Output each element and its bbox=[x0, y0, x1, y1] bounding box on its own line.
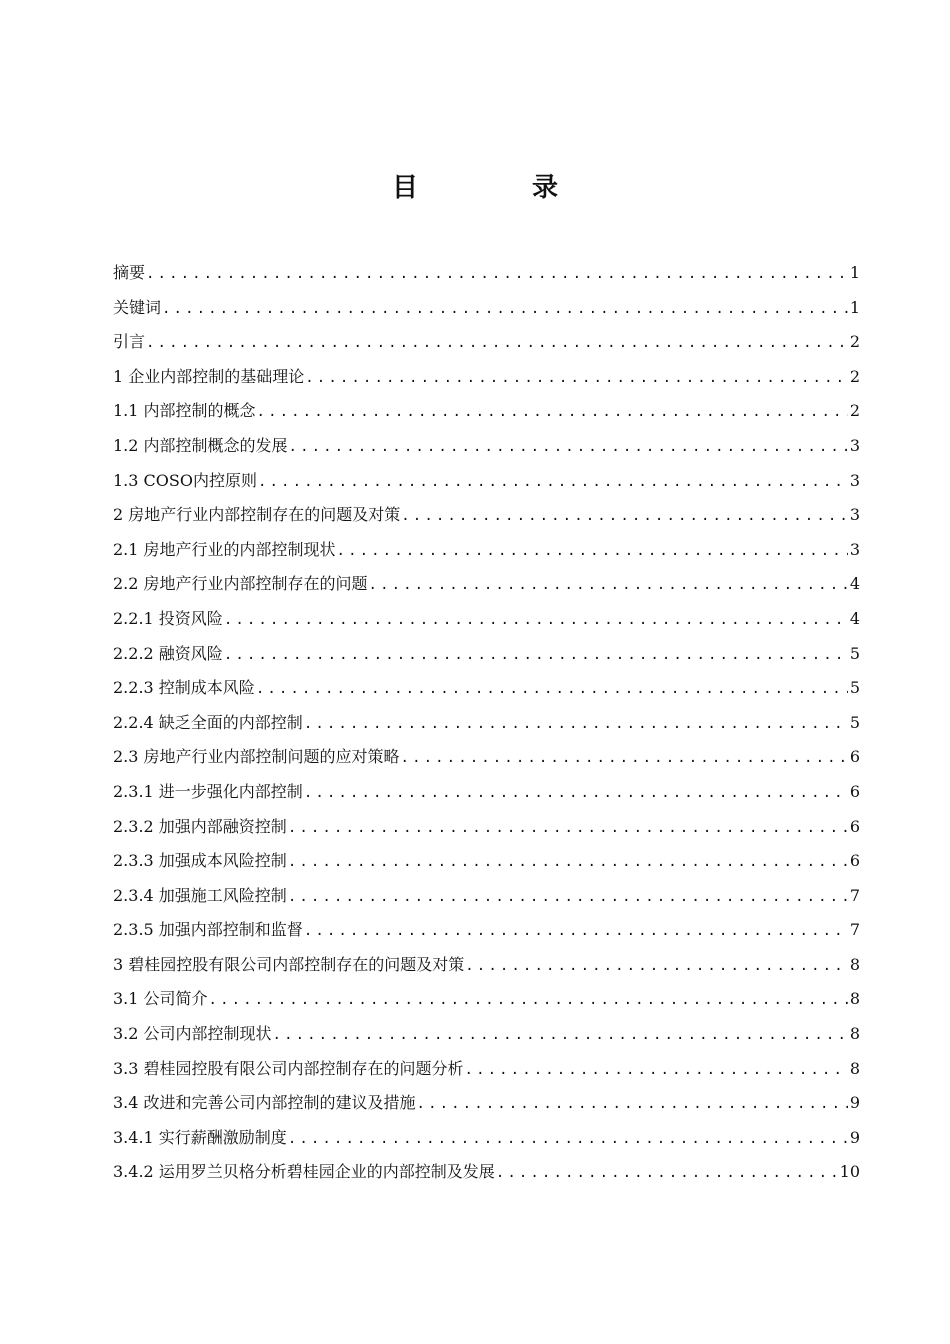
toc-entry-label: 2.1 房地产行业的内部控制现状 bbox=[113, 539, 336, 559]
toc-dot-leader bbox=[337, 534, 848, 568]
toc-entry[interactable] bbox=[113, 810, 860, 845]
toc-entry-page-number: 8 bbox=[849, 954, 860, 974]
toc-dot-leader bbox=[162, 292, 848, 326]
toc-entry-page-number: 7 bbox=[849, 885, 860, 905]
toc-dot-leader bbox=[465, 949, 848, 983]
toc-entry[interactable] bbox=[113, 982, 860, 1017]
toc-entry[interactable] bbox=[113, 498, 860, 533]
toc-entry-label: 2.2.3 控制成本风险 bbox=[113, 678, 255, 698]
toc-entry[interactable] bbox=[113, 1155, 860, 1190]
toc-entry-page-number: 6 bbox=[849, 851, 860, 871]
toc-entry-label: 2 房地产行业内部控制存在的问题及对策 bbox=[113, 505, 401, 525]
toc-entry[interactable] bbox=[113, 913, 860, 948]
toc-dot-leader bbox=[224, 638, 848, 672]
toc-entry-page-number: 2 bbox=[849, 401, 860, 421]
toc-entry-label: 3.3 碧桂园控股有限公司内部控制存在的问题分析 bbox=[113, 1058, 464, 1078]
toc-entry-label: 3 碧桂园控股有限公司内部控制存在的问题及对策 bbox=[113, 954, 465, 974]
toc-entry-page-number: 8 bbox=[849, 1024, 860, 1044]
toc-entry-label: 2.3.2 加强内部融资控制 bbox=[113, 816, 287, 836]
toc-entry-label: 1.3 COSO内控原则 bbox=[113, 470, 257, 490]
toc-dot-leader bbox=[258, 465, 848, 499]
toc-entry-label: 2.2.1 投资风险 bbox=[113, 608, 223, 628]
toc-entry-page-number: 5 bbox=[849, 643, 860, 663]
toc-entry-label: 引言 bbox=[113, 332, 146, 352]
toc-dot-leader bbox=[288, 1122, 848, 1156]
toc-entry-page-number: 4 bbox=[849, 574, 860, 594]
toc-entry-page-number: 9 bbox=[849, 1093, 860, 1113]
toc-entry-label: 2.3.5 加强内部控制和监督 bbox=[113, 920, 303, 940]
toc-entry-label: 2.3.1 进一步强化内部控制 bbox=[113, 781, 303, 801]
toc-entry-label: 1.1 内部控制的概念 bbox=[113, 401, 256, 421]
toc-entry-page-number: 3 bbox=[849, 505, 860, 525]
toc-dot-leader bbox=[304, 914, 848, 948]
toc-entry[interactable] bbox=[113, 533, 860, 568]
toc-entry[interactable] bbox=[113, 256, 860, 291]
toc-entry-page-number: 4 bbox=[849, 608, 860, 628]
toc-dot-leader bbox=[256, 672, 848, 706]
toc-entry[interactable] bbox=[113, 429, 860, 464]
toc-dot-leader bbox=[401, 499, 848, 533]
toc-entry[interactable] bbox=[113, 464, 860, 499]
toc-dot-leader bbox=[305, 361, 848, 395]
toc-entry[interactable] bbox=[113, 671, 860, 706]
toc-dot-leader bbox=[369, 568, 848, 602]
toc-entry[interactable] bbox=[113, 637, 860, 672]
toc-entry[interactable] bbox=[113, 1086, 860, 1121]
toc-entry-page-number: 7 bbox=[849, 920, 860, 940]
toc-entry[interactable] bbox=[113, 948, 860, 983]
toc-entry-label: 摘要 bbox=[113, 263, 146, 282]
toc-dot-leader bbox=[288, 880, 848, 914]
toc-entry[interactable] bbox=[113, 1121, 860, 1156]
toc-entry-label: 3.4.1 实行薪酬激励制度 bbox=[113, 1127, 287, 1147]
toc-entry[interactable] bbox=[113, 844, 860, 879]
toc-dot-leader bbox=[289, 430, 848, 464]
toc-entry[interactable] bbox=[113, 567, 860, 602]
toc-entry[interactable] bbox=[113, 740, 860, 775]
toc-dot-leader bbox=[224, 603, 848, 637]
toc-entry-page-number: 3 bbox=[849, 435, 860, 455]
toc-entry[interactable] bbox=[113, 706, 860, 741]
toc-dot-leader bbox=[257, 395, 848, 429]
toc-entry[interactable] bbox=[113, 1017, 860, 1052]
toc-entry-label: 2.3 房地产行业内部控制问题的应对策略 bbox=[113, 747, 400, 767]
toc-dot-leader bbox=[304, 776, 848, 810]
toc-entry-label: 关键词 bbox=[113, 297, 162, 317]
toc-entry-page-number: 5 bbox=[849, 712, 860, 732]
toc-entry-label: 1.2 内部控制概念的发展 bbox=[113, 435, 288, 455]
toc-dot-leader bbox=[496, 1156, 838, 1190]
toc-entry-label: 3.4 改进和完善公司内部控制的建议及措施 bbox=[113, 1093, 416, 1113]
toc-dot-leader bbox=[146, 257, 848, 291]
toc-entry-page-number: 3 bbox=[849, 470, 860, 490]
toc-dot-leader bbox=[288, 811, 848, 845]
toc-entry[interactable] bbox=[113, 1052, 860, 1087]
toc-entry-label: 2.2.2 融资风险 bbox=[113, 643, 223, 663]
toc-entry-page-number: 6 bbox=[849, 781, 860, 801]
toc-dot-leader bbox=[465, 1053, 848, 1087]
toc-dot-leader bbox=[401, 741, 848, 775]
toc-entry-page-number: 8 bbox=[849, 989, 860, 1009]
toc-entry[interactable] bbox=[113, 360, 860, 395]
toc-entry-label: 3.1 公司简介 bbox=[113, 989, 208, 1009]
toc-entry[interactable] bbox=[113, 394, 860, 429]
toc-entry-page-number: 2 bbox=[849, 332, 860, 352]
toc-entry[interactable] bbox=[113, 602, 860, 637]
toc-entry-page-number: 6 bbox=[849, 747, 860, 767]
toc-entry-label: 3.4.2 运用罗兰贝格分析碧桂园企业的内部控制及发展 bbox=[113, 1162, 495, 1182]
toc-entry-page-number: 10 bbox=[839, 1162, 860, 1182]
toc-entry[interactable] bbox=[113, 775, 860, 810]
table-of-contents bbox=[113, 256, 860, 1190]
toc-dot-leader bbox=[146, 326, 848, 360]
toc-entry-page-number: 3 bbox=[849, 539, 860, 559]
toc-dot-leader bbox=[273, 1018, 848, 1052]
toc-dot-leader bbox=[304, 707, 848, 741]
toc-entry-page-number: 6 bbox=[849, 816, 860, 836]
toc-entry[interactable] bbox=[113, 325, 860, 360]
toc-entry-label: 2.3.3 加强成本风险控制 bbox=[113, 851, 287, 871]
toc-entry-page-number: 1 bbox=[849, 297, 860, 317]
page-title: 目 录 bbox=[391, 173, 602, 203]
toc-entry-label: 2.2 房地产行业内部控制存在的问题 bbox=[113, 574, 368, 594]
toc-dot-leader bbox=[417, 1087, 848, 1121]
toc-entry-page-number: 1 bbox=[849, 263, 860, 282]
toc-entry-label: 3.2 公司内部控制现状 bbox=[113, 1024, 272, 1044]
toc-entry[interactable] bbox=[113, 879, 860, 914]
toc-entry-page-number: 9 bbox=[849, 1127, 860, 1147]
toc-entry-page-number: 2 bbox=[849, 366, 860, 386]
toc-dot-leader bbox=[288, 845, 848, 879]
toc-entry-label: 1 企业内部控制的基础理论 bbox=[113, 366, 305, 386]
toc-dot-leader bbox=[209, 983, 848, 1017]
toc-entry-label: 2.2.4 缺乏全面的内部控制 bbox=[113, 712, 303, 732]
toc-entry[interactable] bbox=[113, 291, 860, 326]
toc-entry-page-number: 5 bbox=[849, 678, 860, 698]
toc-entry-label: 2.3.4 加强施工风险控制 bbox=[113, 885, 287, 905]
toc-entry-page-number: 8 bbox=[849, 1058, 860, 1078]
